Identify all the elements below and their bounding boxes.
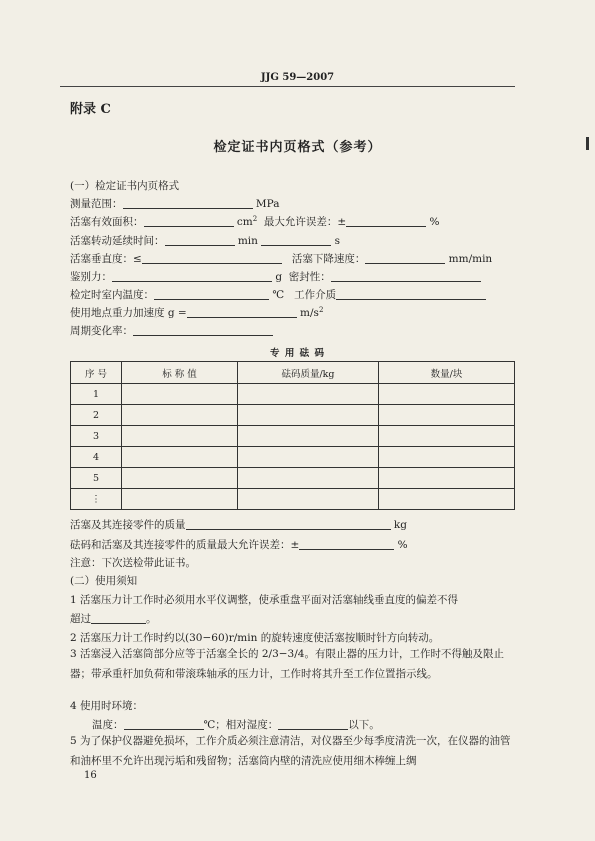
seal-label: 密封性： — [288, 271, 331, 283]
area-exponent: 2 — [252, 215, 258, 223]
table-row — [71, 384, 515, 405]
period-line — [70, 323, 273, 338]
perp-line — [70, 251, 492, 266]
mass-error-unit: % — [397, 539, 408, 551]
delay-unit-sec: s — [334, 235, 340, 247]
page-title: 检定证书内页格式（参考） — [213, 140, 382, 155]
table-header-row — [71, 362, 515, 384]
gravity-label: 使用地点重力加速度 g = — [70, 307, 187, 319]
p1-blank — [91, 612, 146, 624]
paragraph-2: 2 活塞压力计工作时约以(30−60)r/min 的旋转速度使活塞按顺时针方向转动。 — [70, 632, 440, 644]
error-label: 最大允许误差：± — [263, 216, 347, 228]
mass-error-blank — [299, 538, 394, 550]
header-rule — [60, 86, 515, 87]
paragraph-1b — [70, 611, 157, 626]
table-row — [71, 447, 515, 468]
appendix-label: 附录 C — [70, 102, 111, 117]
temp-blank — [154, 288, 269, 300]
paragraph-5: 5 为了保护仪器避免损坏，工作介质必须注意清洁，对仪器至少每季度清洗一次，在仪器的油管和油杯里不允许出现污垢和残留物；活塞筒内壁的清洗应使用细木棒缠上绸 — [70, 735, 511, 767]
gravity-unit: m/s — [300, 307, 319, 319]
delay-line — [70, 233, 340, 248]
table-row — [71, 489, 515, 510]
mass-unit: kg — [393, 519, 407, 531]
force-label: 鉴别力： — [70, 271, 112, 283]
seal-blank — [331, 270, 481, 282]
environment-line — [92, 717, 380, 732]
fall-unit: mm/min — [448, 253, 493, 265]
range-label: 测量范围： — [70, 198, 123, 210]
force-unit: g — [275, 271, 283, 283]
medium-blank — [336, 288, 486, 300]
p1-lead: 超过 — [70, 613, 91, 625]
area-label: 活塞有效面积： — [70, 216, 144, 228]
row-index: 5 — [71, 468, 122, 489]
env-temp-label: 温度： — [92, 719, 124, 731]
note-text: 注意：下次送检带此证书。 — [70, 557, 196, 569]
error-unit: % — [429, 216, 440, 228]
table-row — [71, 405, 515, 426]
delay-min-blank — [165, 234, 235, 246]
table-row — [71, 468, 515, 489]
force-blank — [112, 270, 272, 282]
env-temp-unit: ℃；相对湿度： — [203, 719, 279, 731]
row-index: ⋮ — [71, 489, 122, 510]
mass-error-label: 砝码和活塞及其连接零件的质量最大允许误差：± — [70, 539, 300, 551]
col-header-index: 序 号 — [71, 362, 122, 384]
mass-error-line — [70, 537, 408, 552]
gravity-exponent: 2 — [318, 306, 324, 314]
document-code: JJG 59—2007 — [260, 72, 335, 83]
row-index: 3 — [71, 426, 122, 447]
paragraph-4: 4 使用时环境： — [70, 700, 144, 712]
temp-unit: ℃ — [272, 289, 285, 301]
env-humidity-blank — [278, 718, 348, 730]
col-header-mass: 砝码质量/kg — [238, 362, 379, 384]
paragraph-1a: 1 活塞压力计工作时必须用水平仪调整，使承重盘平面对活塞轴线垂直度的偏差不得 — [70, 594, 459, 606]
gravity-line — [70, 305, 323, 320]
delay-label: 活塞转动延续时间： — [70, 235, 165, 247]
row-index: 4 — [71, 447, 122, 468]
temp-label: 检定时室内温度： — [70, 289, 154, 301]
table-caption: 专 用 砝 码 — [270, 348, 325, 359]
range-line — [70, 196, 279, 211]
range-blank — [123, 197, 253, 209]
col-header-quantity: 数量/块 — [379, 362, 515, 384]
gravity-blank — [187, 306, 297, 318]
period-label: 周期变化率： — [70, 325, 133, 337]
p1-end: 。 — [146, 613, 157, 625]
paragraph-3: 3 活塞浸入活塞筒部分应等于活塞全长的 2/3−3/4。有限止器的压力计，工作时不得触及限止器；带承重杆加负荷和带滚珠轴承的压力计，工作时将其升至工作位置指示线。 — [70, 648, 504, 680]
period-blank — [133, 324, 273, 336]
mass-line — [70, 517, 407, 532]
area-unit: cm — [236, 216, 253, 228]
col-header-nominal: 标 称 值 — [122, 362, 238, 384]
env-humidity-unit: 以下。 — [348, 719, 380, 731]
force-line — [70, 269, 481, 284]
row-index: 1 — [71, 384, 122, 405]
table-row — [71, 426, 515, 447]
fall-label: 活塞下降速度： — [291, 253, 366, 265]
row-index: 2 — [71, 405, 122, 426]
area-line — [70, 214, 439, 229]
env-temp-blank — [124, 718, 204, 730]
perp-label: 活塞垂直度：≤ — [70, 253, 142, 265]
mass-label: 活塞及其连接零件的质量 — [70, 519, 186, 531]
perp-blank — [142, 252, 282, 264]
section1-heading: (一）检定证书内页格式 — [70, 180, 180, 192]
delay-sec-blank — [261, 234, 331, 246]
error-blank — [346, 215, 426, 227]
fall-blank — [365, 252, 445, 264]
range-unit: MPa — [255, 198, 280, 210]
page-number: 16 — [84, 770, 97, 781]
temp-line — [70, 287, 486, 302]
edge-mark — [586, 137, 589, 150]
medium-label: 工作介质 — [294, 289, 337, 301]
delay-unit-min: min — [237, 235, 258, 247]
section2-heading: (二）使用须知 — [70, 575, 138, 587]
mass-blank — [186, 518, 391, 530]
area-blank — [144, 215, 234, 227]
weights-table — [70, 361, 515, 510]
